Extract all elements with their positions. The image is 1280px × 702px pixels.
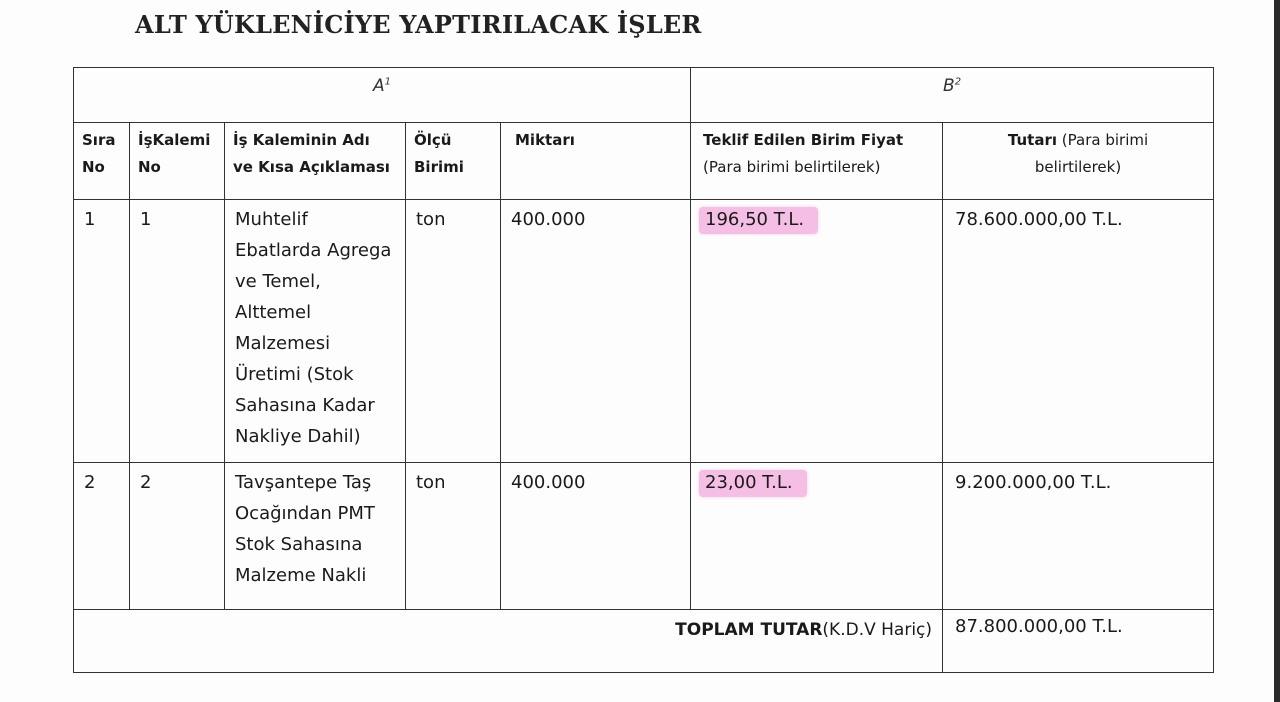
header-olcu-birimi: Ölçü Birimi xyxy=(406,123,501,200)
cell-sira: 1 xyxy=(74,200,130,463)
table-row xyxy=(74,200,1214,463)
header-miktari: Miktarı xyxy=(501,123,691,200)
column-header-row xyxy=(74,123,1214,200)
total-label: TOPLAM TUTAR(K.D.V Hariç) xyxy=(74,610,943,673)
group-b-header: $B^2$ xyxy=(691,68,1214,123)
page-edge-shadow xyxy=(1274,0,1280,702)
cell-miktar: 400.000 xyxy=(501,200,691,463)
cell-tutar: 78.600.000,00 T.L. xyxy=(943,200,1214,463)
highlighted-price: 23,00 T.L. xyxy=(699,470,807,497)
cell-tutar: 9.200.000,00 T.L. xyxy=(943,463,1214,610)
header-tutari: Tutarı (Para birimi belirtilerek) xyxy=(943,123,1214,200)
cell-birim-fiyat xyxy=(691,463,943,610)
cell-iskalemi: 2 xyxy=(130,463,225,610)
group-a-header: $A^1$ xyxy=(74,68,691,123)
cell-olcu: ton xyxy=(406,200,501,463)
header-teklif-birim-fiyat: Teklif Edilen Birim Fiyat (Para birimi belirtilerek) xyxy=(691,123,943,200)
cell-birim-fiyat xyxy=(691,200,943,463)
work-items-table xyxy=(73,67,1214,673)
total-row xyxy=(74,610,1214,673)
header-sira-no: Sıra No xyxy=(74,123,130,200)
header-is-kalemi-adi: İş Kaleminin Adı ve Kısa Açıklaması xyxy=(225,123,406,200)
header-iskalemi-no: İşKalemi No xyxy=(130,123,225,200)
cell-iskalemi: 1 xyxy=(130,200,225,463)
cell-adi: Muhtelif Ebatlarda Agrega ve Temel, Alttemel Malzemesi Üretimi (Stok Sahasına Kadar Nakliye Dahil) xyxy=(225,200,406,463)
cell-miktar: 400.000 xyxy=(501,463,691,610)
highlighted-price: 196,50 T.L. xyxy=(699,207,818,234)
table-row xyxy=(74,463,1214,610)
document-title: ALT YÜKLENİCİYE YAPTIRILACAK İŞLER xyxy=(135,10,702,39)
total-value: 87.800.000,00 T.L. xyxy=(943,610,1214,673)
cell-olcu: ton xyxy=(406,463,501,610)
group-header-row xyxy=(74,68,1214,123)
cell-sira: 2 xyxy=(74,463,130,610)
cell-adi: Tavşantepe Taş Ocağından PMT Stok Sahasına Malzeme Nakli xyxy=(225,463,406,610)
